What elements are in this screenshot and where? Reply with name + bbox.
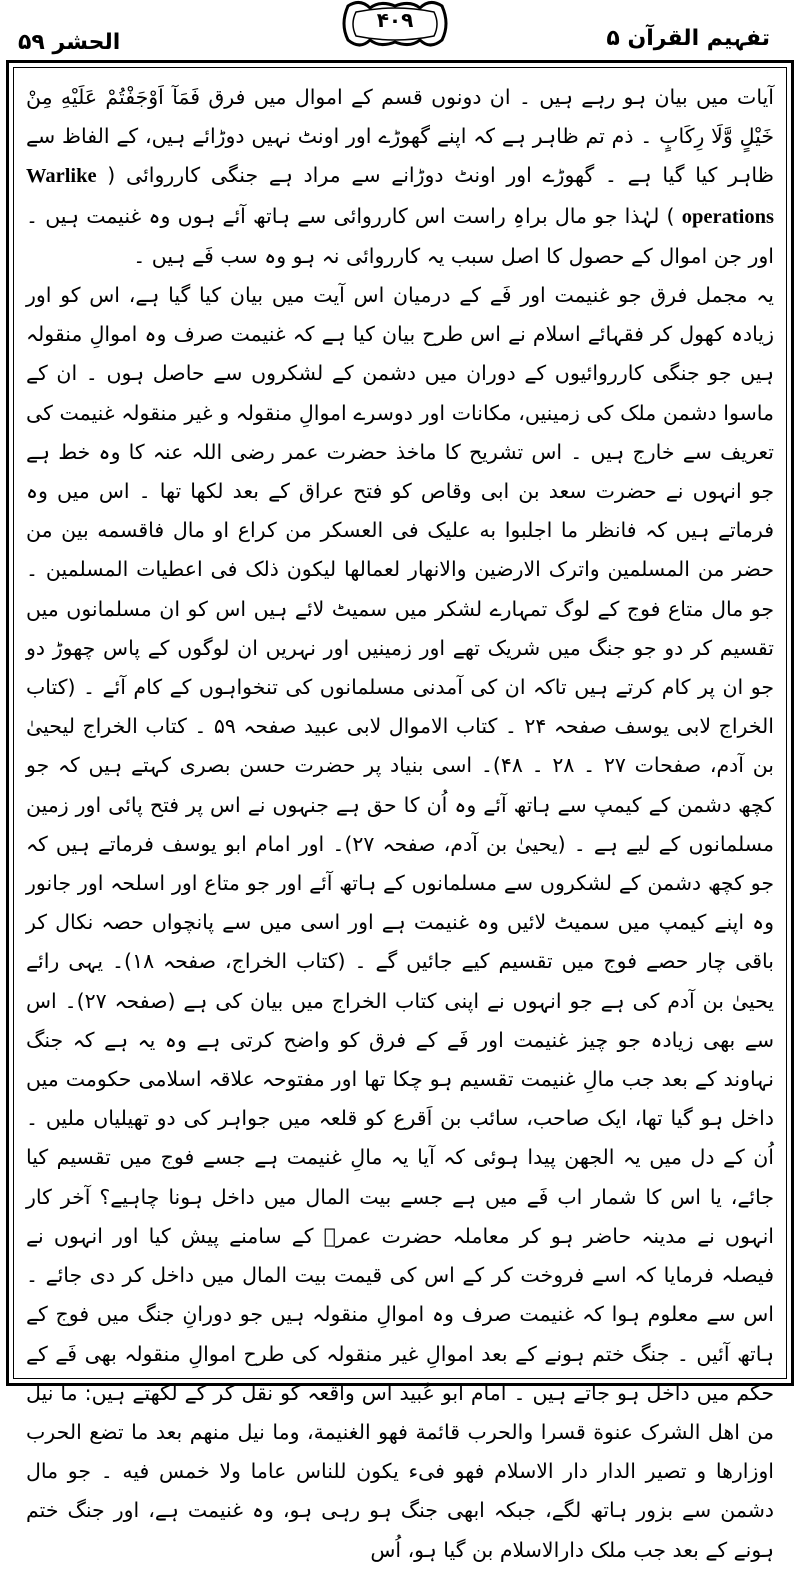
- text-segment: آیات میں بیان ہو رہے ہیں ۔ ان دونوں قسم کے اموال میں فرق فَمَآ اَوْجَفْتُمْ عَلَيْهِ مِنْ خَيْلٍ وَّلَا رِكَابٍ ۔ ذم تم ظاہر ہے کہ اپنے گھوڑے اور اونٹ نہیں دوڑائے ہیں، کے الفاظ سے ظاہر کیا گیا ہے ۔ گھوڑے اور اونٹ دوڑانے سے مراد ہے جنگی کارروائی (: [26, 85, 774, 188]
- paragraph-2: [26, 276, 774, 1570]
- surah-title: الحشر ۵۹: [18, 30, 121, 55]
- page-number-emblem: [340, 0, 450, 48]
- text-segment: ) لہٰذا جو مال براہِ راست اس کارروائی سے ہاتھ آئے ہوں وہ غنیمت ہیں ۔ اور جن اموال کے حصول کا اصل سبب یہ کارروائی نہ ہو وہ سب فَے ہیں ۔: [26, 203, 774, 268]
- page-number: ۴۰۹: [376, 8, 414, 32]
- text-segment: یہ مجمل فرق جو غنیمت اور فَے کے درمیان اس آیت میں بیان کیا گیا ہے، اس کو اور زیادہ کھول کر فقہائے اسلام نے اس طرح بیان کیا ہے کہ غنیمت صرف وہ اموالِ منقولہ ہیں جو جنگی کارروائیوں کے دوران میں دشمن کے لشکروں سے حاصل ہوں ۔ ان کے ماسوا دشمن ملک کی زمینیں، مکانات اور دوسرے اموالِ منقولہ و غیر منقولہ غنیمت کی تعریف سے خارج ہیں ۔ اس تشریح کا ماخذ حضرت عمر رضی اللہ عنہ کا وہ خط ہے جو انہوں نے حضرت سعد بن ابی وقاص کو فتح عراق کے بعد لکھا تھا ۔ اس میں وہ فرماتے ہیں کہ فانظر ما اجلبوا به علیک فی العسکر من کراع او مال فاقسمه بین من حضر من المسلمین واترک الارضین والانھار لعمالھا لیکون ذلک فی اعطیات المسلمین ۔ جو مال متاع فوج کے لوگ تمہارے لشکر میں سمیٹ لائے ہیں اس کو ان مسلمانوں میں تقسیم کر دو جو جنگ میں شریک تھے اور زمینیں اور نہریں ان لوگوں کے پاس چھوڑ دو جو ان پر کام کرتے ہیں تاکہ ان کی آمدنی مسلمانوں کی تنخواہوں کے کام آئے ۔ (کتاب الخراج لابی یوسف صفحہ ۲۴ ۔ کتاب الاموال لابی عبید صفحہ ۵۹ ۔ کتاب الخراج لیحییٰ بن آدم، صفحات ۲۷ ۔ ۲۸ ۔ ۴۸)۔ اسی بنیاد پر حضرت حسن بصری کہتے ہیں کہ جو کچھ دشمن کے کیمپ سے ہاتھ آئے وہ اُن کا حق ہے جنہوں نے اس پر فتح پائی اور زمین مسلمانوں کے لیے ہے ۔ (یحییٰ بن آدم، صفحہ ۲۷)۔ اور امام ابو یوسف فرماتے ہیں کہ جو کچھ دشمن کے لشکروں سے مسلمانوں کے ہاتھ آئے اور جو متاع اور اسلحہ اور جانور وہ اپنے کیمپ میں سمیٹ لائیں وہ غنیمت ہے اور اسی میں سے پانچواں حصہ نکال کر باقی چار حصے فوج میں تقسیم کیے جائیں گے ۔ (کتاب الخراج، صفحہ ۱۸)۔ یہی رائے یحییٰ بن آدم کی ہے جو انہوں نے اپنی کتاب الخراج میں بیان کی ہے (صفحہ ۲۷)۔ اس سے بھی زیادہ جو چیز غنیمت اور فَے کے فرق کو واضح کرتی ہے وہ یہ ہے کہ جنگ نہاوند کے بعد جب مالِ غنیمت تقسیم ہو چکا تھا اور مفتوحہ علاقہ اسلامی حکومت میں داخل ہو گیا تھا، ایک صاحب، سائب بن اَقرع کو قلعہ میں جواہر کی دو تھیلیاں ملیں ۔ اُن کے دل میں یہ الجھن پیدا ہوئی کہ آیا یہ مالِ غنیمت ہے جسے فوج میں تقسیم کیا جائے، یا اس کا شمار اب فَے میں ہے جسے بیت المال میں داخل ہونا چاہیے؟ آخر کار انہوں نے مدینہ حاضر ہو کر معاملہ حضرت عمرؓ کے سامنے پیش کیا اور انہوں نے فیصلہ فرمایا کہ اسے فروخت کر کے اس کی قیمت بیت المال میں داخل کر دی جائے ۔ اس سے معلوم ہوا کہ غنیمت صرف وہ اموالِ منقولہ ہیں جو دورانِ جنگ میں فوج کے ہاتھ آئیں ۔ جنگ ختم ہونے کے بعد اموالِ غیر منقولہ کی طرح اموالِ منقولہ بھی فَے کے حکم میں داخل ہو جاتے ہیں ۔ امام ابو عُبید اس واقعہ کو نقل کر کے لکھتے ہیں: ما نیل من اهل الشرک عنوة قسرا والحرب قائمة فهو الغنيمة، وما نيل منهم بعد ما تضع الحرب اوزارها و تصیر الدار دار الاسلام فهو فیء یکون للناس عاما ولا خمس فیه ۔ جو مال دشمن سے بزور ہاتھ لگے، جبکہ ابھی جنگ ہو رہی ہو، وہ غنیمت ہے، اور جنگ ختم ہونے کے بعد جب ملک دارالاسلام بن گیا ہو، اُس: [26, 283, 775, 1562]
- book-title: تفہیم القرآن ۵: [606, 26, 770, 51]
- english-term: Warlike operations: [26, 165, 774, 228]
- commentary-body: [26, 78, 775, 1562]
- page-header: [0, 0, 800, 58]
- paragraph-1: [26, 78, 774, 276]
